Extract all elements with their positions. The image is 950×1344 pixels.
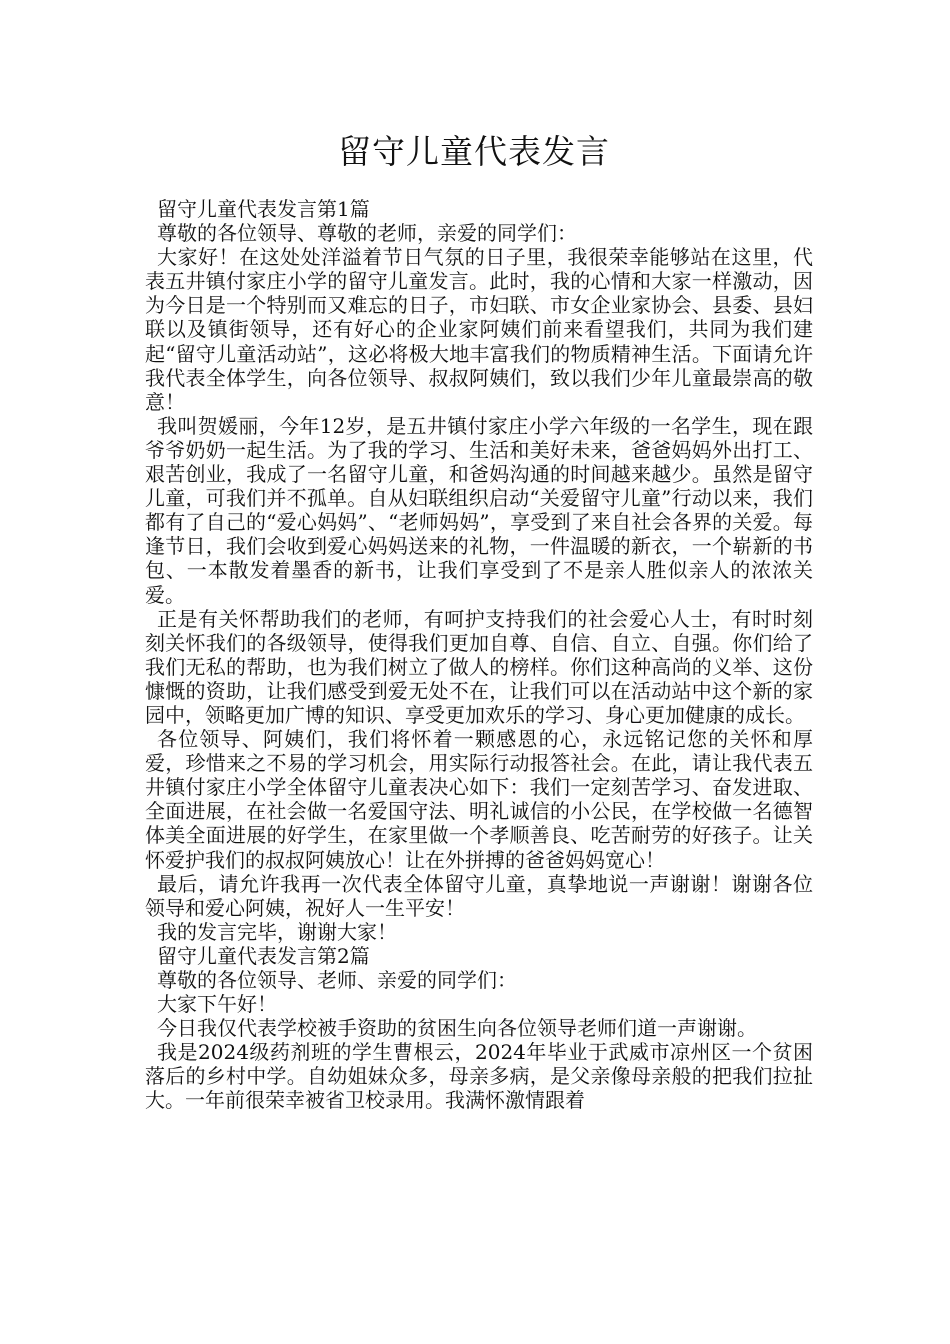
- document-title: 留守儿童代表发言: [338, 132, 610, 171]
- paragraph: 大家下午好！: [157, 992, 277, 1017]
- paragraph: 正是有关怀帮助我们的老师，有呵护支持我们的社会爱心人士，有时时刻刻关怀我们的各级领导，使得我们更加自尊、自信、自立、自强。你们给了我们无私的帮助，也为我们树立了做人的榜样。你们这种高尚的义举、这份慷慨的资助，让我们感受到爱无处不在，让我们可以在活动站中这个新的家园中，领略更加广博的知识、享受更加欢乐的学习、身心更加健康的成长。: [145, 606, 813, 727]
- document-page: [145, 0, 813, 1113]
- paragraph: 尊敬的各位领导、尊敬的老师，亲爱的同学们：: [157, 221, 577, 246]
- paragraph: 尊敬的各位领导、老师、亲爱的同学们：: [157, 968, 517, 992]
- paragraph: 留守儿童代表发言第1篇: [157, 197, 370, 221]
- paragraph: 最后，请允许我再一次代表全体留守儿童，真挚地说一声谢谢！谢谢各位领导和爱心阿姨，祝好人一生平安！: [145, 871, 813, 920]
- paragraph: 我的发言完毕，谢谢大家！: [157, 919, 397, 944]
- document-body: [145, 197, 813, 1113]
- paragraph: 今日我仅代表学校被手资助的贫困生向各位领导老师们道一声谢谢。: [157, 1016, 757, 1041]
- paragraph: 留守儿童代表发言第2篇: [157, 943, 370, 968]
- paragraph: 我是2024级药剂班的学生曹根云，2024年毕业于武威市凉州区一个贫困落后的乡村中学。自幼姐妹众多，母亲多病，是父亲像母亲般的把我们拉扯大。一年前很荣幸被省卫校录用。我满怀激情跟着: [145, 1040, 813, 1113]
- paragraph: 大家好！在这处处洋溢着节日气氛的日子里，我很荣幸能够站在这里，代表五井镇付家庄小学的留守儿童发言。此时，我的心情和大家一样激动，因为今日是一个特别而又难忘的日子，市妇联、市女企业家协会、县委、县妇联以及镇街领导，还有好心的企业家阿姨们前来看望我们，共同为我们建起“留守儿童活动站”，这必将极大地丰富我们的物质精神生活。下面请允许我代表全体学生，向各位领导、叔叔阿姨们，致以我们少年儿童最崇高的敬意！: [145, 245, 813, 414]
- paragraph: 我叫贺媛丽，今年12岁，是五井镇付家庄小学六年级的一名学生，现在跟爷爷奶奶一起生活。为了我的学习、生活和美好未来，爸爸妈妈外出打工、艰苦创业，我成了一名留守儿童，和爸妈沟通的时间越来越少。虽然是留守儿童，可我们并不孤单。自从妇联组织启动“关爱留守儿童”行动以来，我们都有了自己的“爱心妈妈”、“老师妈妈”，享受到了来自社会各界的关爱。每逢节日，我们会收到爱心妈妈送来的礼物，一件温暖的新衣，一个崭新的书包、一本散发着墨香的新书，让我们享受到了不是亲人胜似亲人的浓浓关爱。: [145, 413, 813, 607]
- paragraph: 各位领导、阿姨们，我们将怀着一颗感恩的心，永远铭记您的关怀和厚爱，珍惜来之不易的学习机会，用实际行动报答社会。在此，请让我代表五井镇付家庄小学全体留守儿童表决心如下：我们一定刻苦学习、奋发进取、全面进展，在社会做一名爱国守法、明礼诚信的小公民，在学校做一名德智体美全面进展的好学生，在家里做一个孝顺善良、吃苦耐劳的好孩子。让关怀爱护我们的叔叔阿姨放心！让在外拼搏的爸爸妈妈宽心！: [145, 727, 813, 872]
